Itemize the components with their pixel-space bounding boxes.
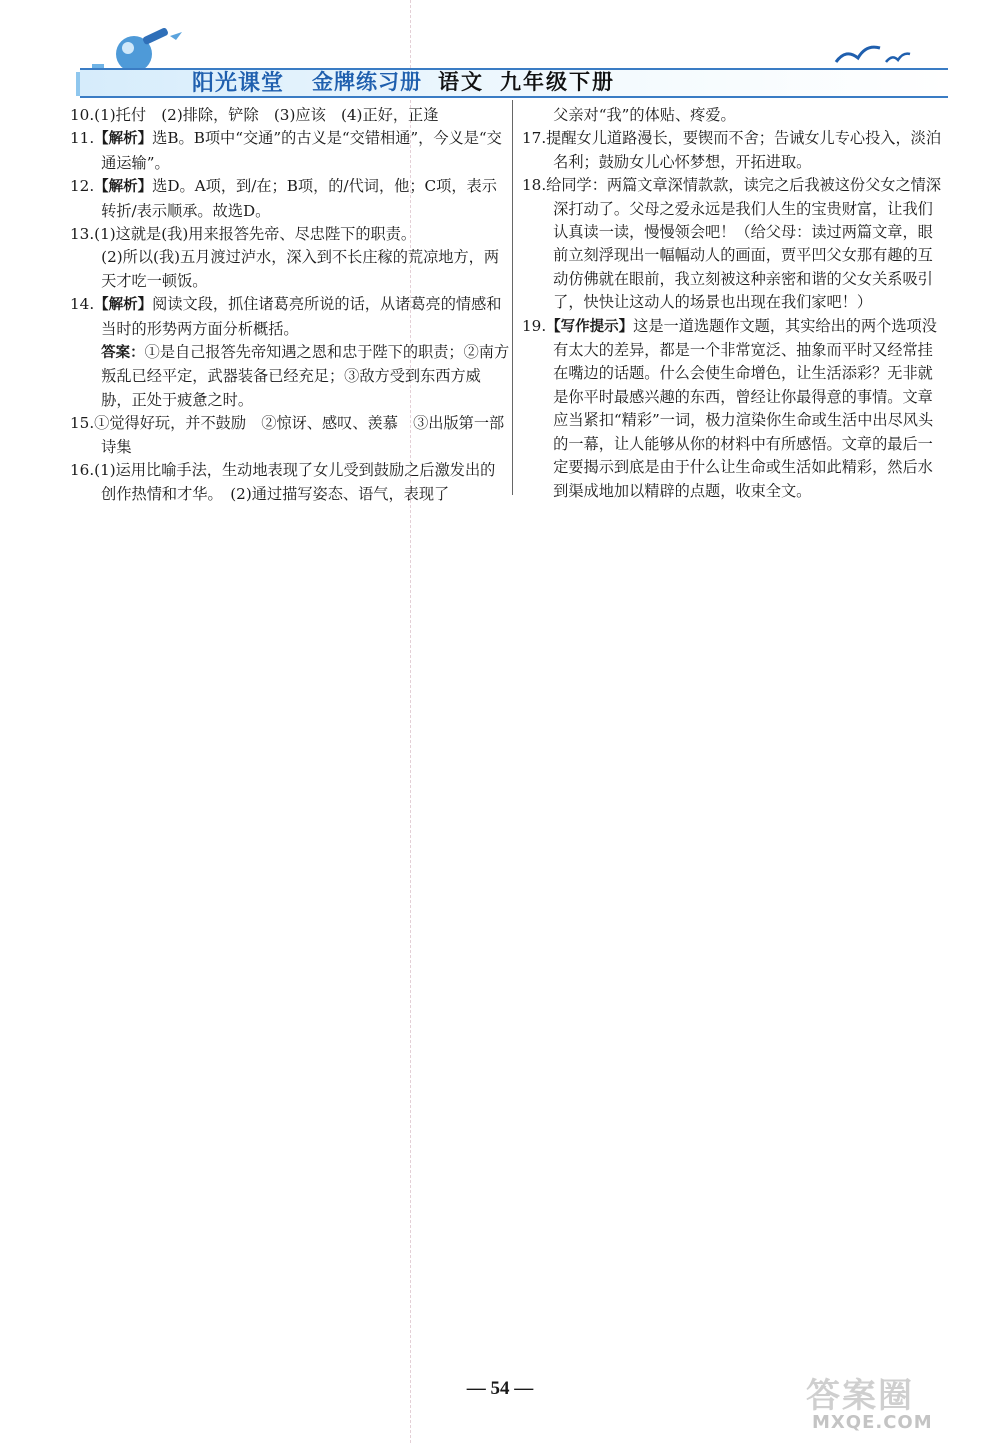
answer-item: 19.【写作提示】这是一道选题作文题，其实给出的两个选项没有太大的差异，都是一个非常宽泛、抽象而平时又经常挂在嘴边的话题。什么会使生命增色，让生活添彩？无非就是你平时最感兴趣的东西，曾经让你最得意的事情。文章应当紧扣“精彩”一词，极力渲染你生命或生活中出尽风头的一幕，让人能够从你的材料中有所感悟。文章的最后一定要揭示到底是由于什么让生命或生活如此精彩，然后水到渠成地加以精辟的点题，收束全文。 (522, 316, 937, 500)
answer-item: 18.给同学：两篇文章深情款款，读完之后我被这份父女之情深深打动了。父母之爱永远是我们人生的宝贵财富，让我们认真读一读，慢慢领会吧！（给父母：读过两篇文章，眼前立刻浮现出一幅幅动人的画面，贾平凹父女那有趣的互动仿佛就在眼前，我立刻被这种亲密和谐的父女关系吸引了，快快让这动人的场景也出现在我们家吧！） (522, 176, 942, 312)
page-header (70, 28, 950, 98)
site-watermark (800, 1368, 990, 1438)
answer-item: 11.【解析】选B。B项中“交通”的古义是“交错相通”，今义是“交通运输”。 (70, 129, 502, 172)
watermark-en: MXQE.COM (812, 1412, 933, 1433)
seagull-icon (830, 32, 920, 72)
answer-subitem: (2)所以(我)五月渡过泸水，深入到不长庄稼的荒凉地方，两天才吃一顿饭。 (101, 248, 500, 290)
answer-subitem: 父亲对“我”的体贴、疼爱。 (553, 106, 736, 124)
answer-item: 14.【解析】阅读文段，抓住诸葛亮所说的话，从诸葛亮的情感和当时的形势两方面分析概括。 (70, 295, 502, 338)
watermark-cn: 答案圈 (806, 1376, 914, 1416)
answer-column-right (522, 104, 942, 503)
page-number: — 54 — (466, 1378, 534, 1399)
column-divider (512, 100, 513, 495)
answer-item: 15.①觉得好玩，并不鼓励 ②惊讶、感叹、羡慕 ③出版第一部诗集 (70, 414, 505, 456)
grade-label: 九年级下册 (500, 69, 615, 94)
answer-item: 12.【解析】选D。A项，到/在；B项，的/代词，他；C项，表示转折/表示顺承。故选D。 (70, 177, 497, 220)
series-brand: 阳光课堂 (192, 70, 285, 96)
product-name: 金牌练习册 (312, 69, 422, 94)
answer-item: 17.提醒女儿道路漫长，要锲而不舍；告诫女儿专心投入，淡泊名利；鼓励女儿心怀梦想，开拓进取。 (522, 129, 942, 171)
answer-item: 10.(1)托付 (2)排除，铲除 (3)应该 (4)正好，正逢 (70, 106, 439, 124)
answer-subitem: 答案：①是自己报答先帝知遇之恩和忠于陛下的职责；②南方叛乱已经平定，武器装备已经充足；③敌方受到东西方威胁，正处于疲惫之时。 (101, 343, 510, 409)
subject-label: 语文 (438, 69, 484, 94)
answer-item: 13.(1)这就是(我)用来报答先帝、尽忠陛下的职责。 (70, 225, 417, 244)
answer-item: 16.(1)运用比喻手法，生动地表现了女儿受到鼓励之后激发出的创作热情和才华。 (2)通过描写姿态、语气，表现了 (70, 461, 496, 503)
answer-column-left (70, 104, 510, 506)
